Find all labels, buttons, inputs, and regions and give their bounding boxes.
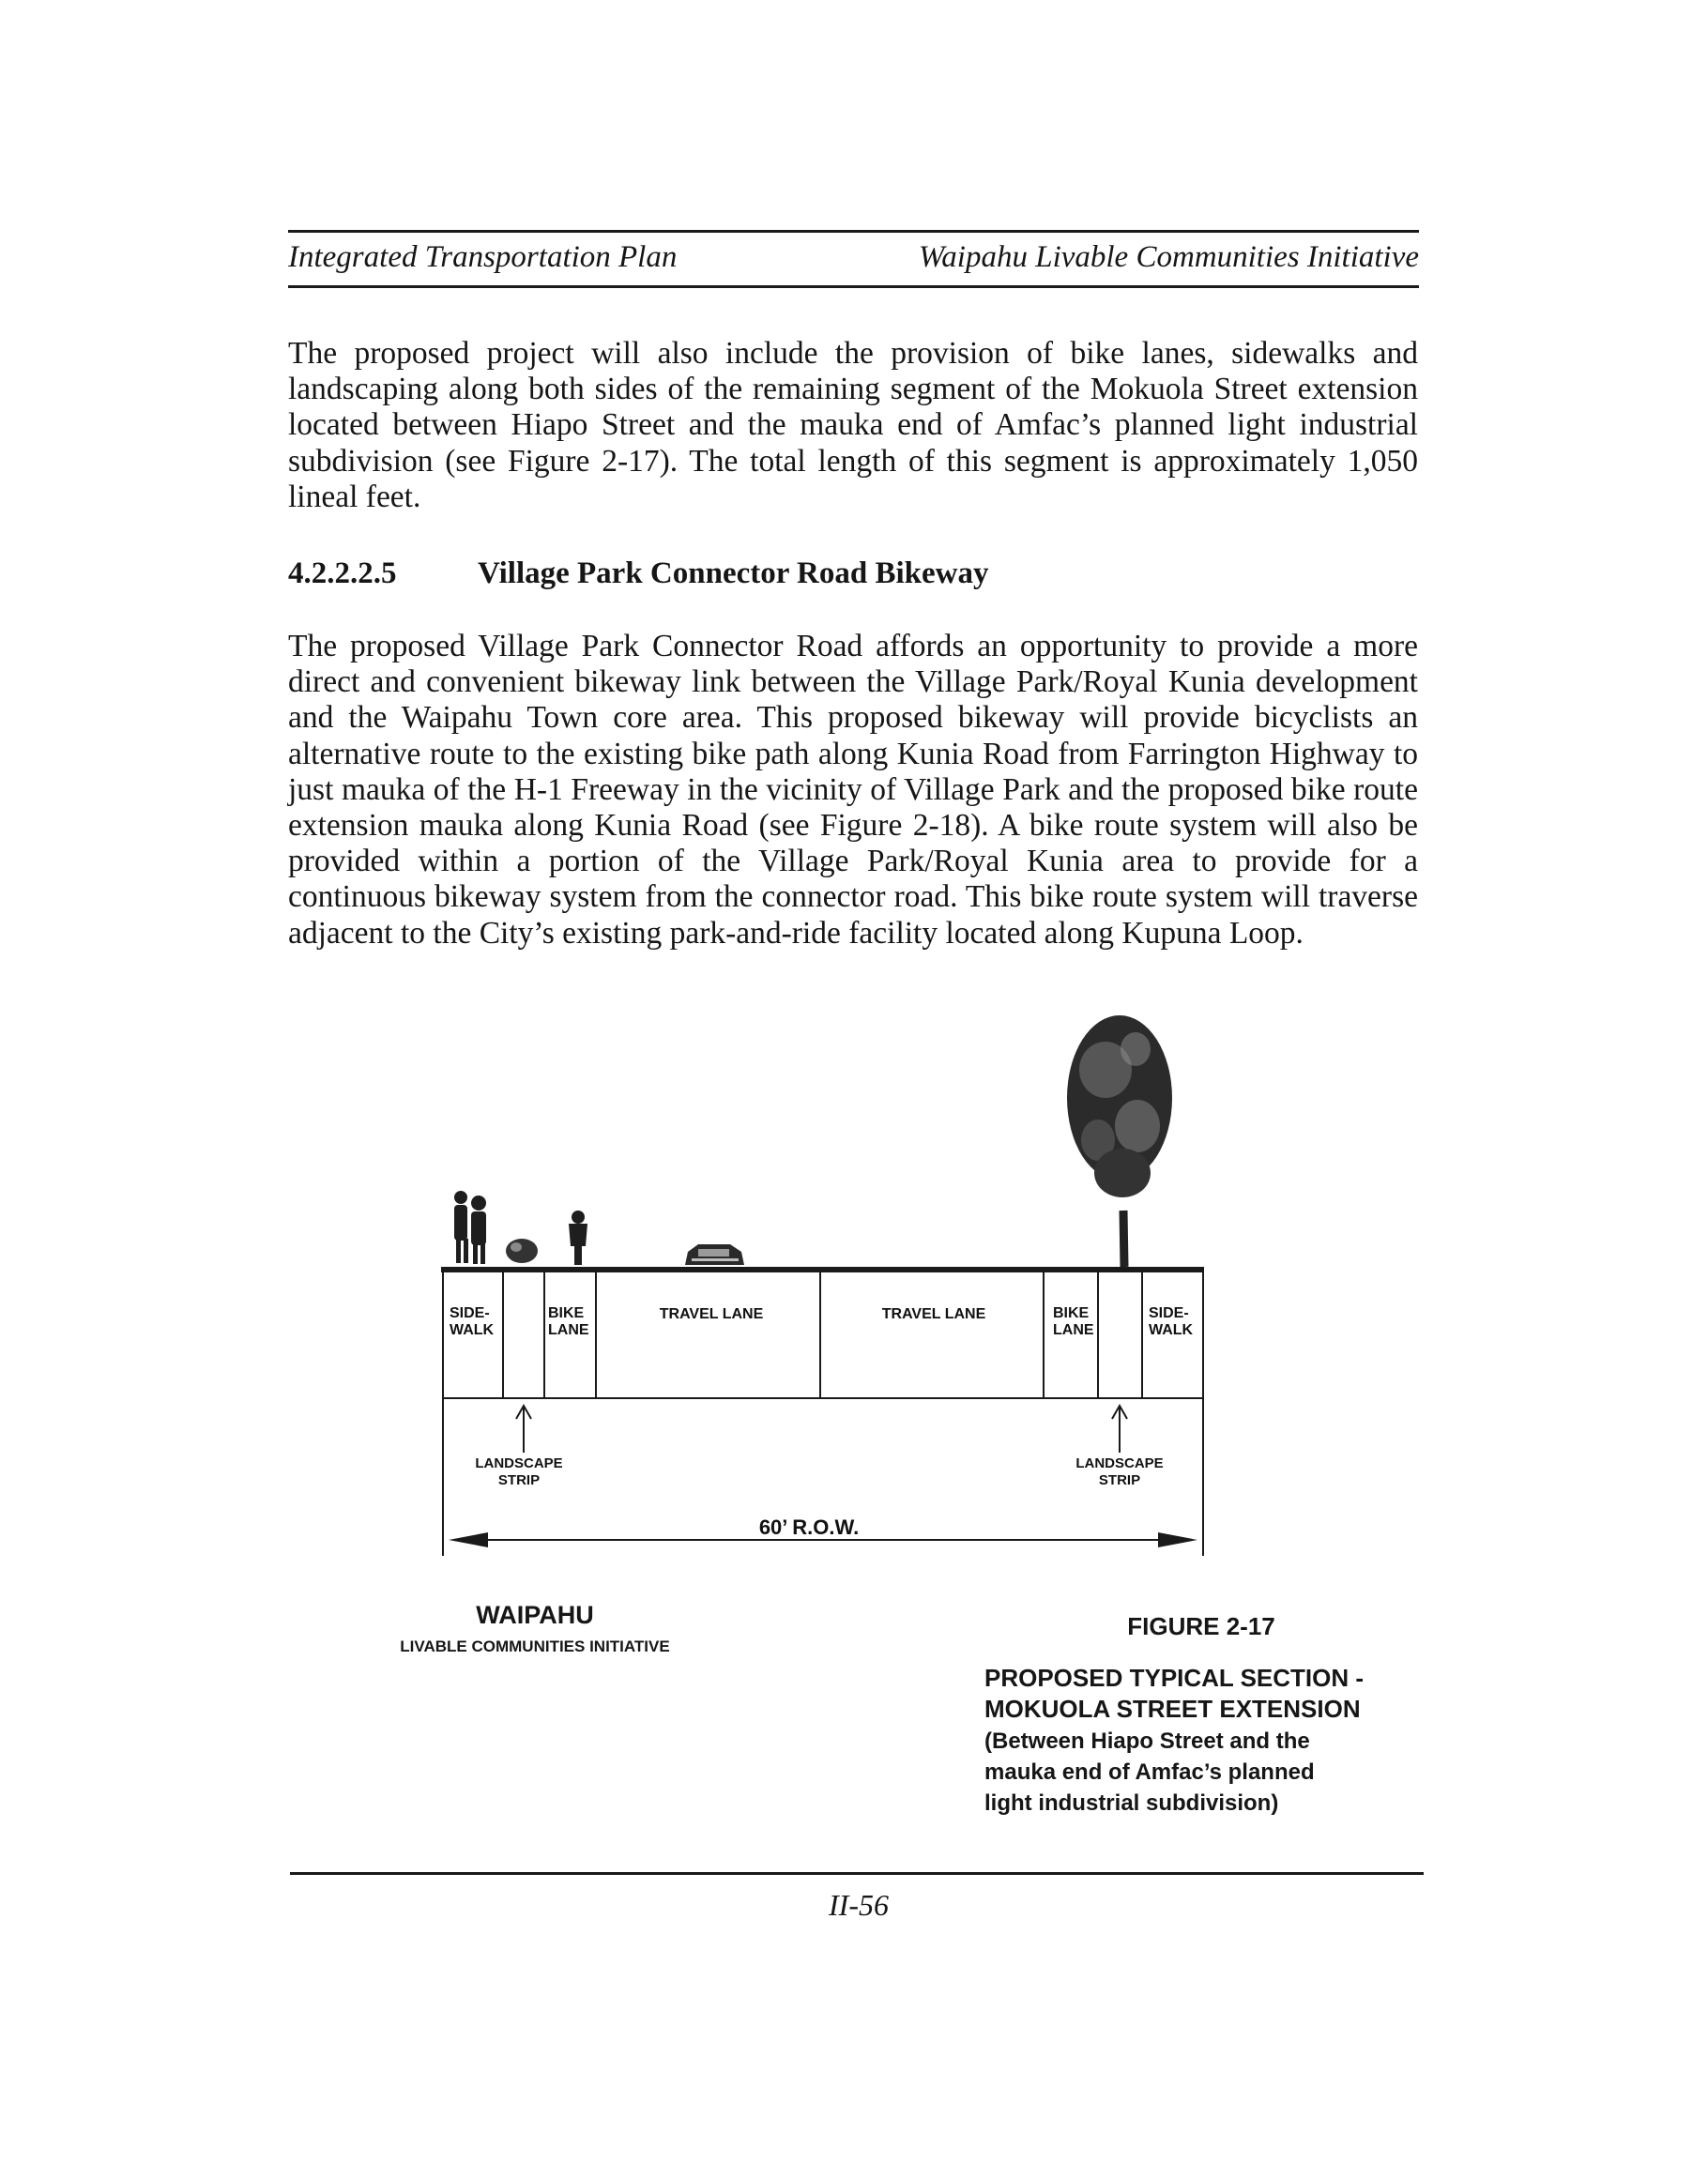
paragraph-2: The proposed Village Park Connector Road affords an opportunity to provide a more direct and convenient bikeway link between the Village Park/Royal Kunia development and the Waipahu Town core area. This proposed bikeway will provide bicyclists an alternative route to the existing bike path along Kunia Road from Farrington Highway to just mauka of the H-1 Freeway in the vicinity of Village Park and the proposed bike route extension mauka along Kunia Road (see Figure 2-18). A bike route system will also be provided within a portion of the Village Park/Royal Kunia area to provide for a continuous bikeway system from the connector road. This bike route system will traverse adjacent to the City’s existing park-and-ride facility located along Kupuna Loop. <box>288 629 1418 951</box>
left-bike-lane-label-1: BIKE <box>548 1305 585 1321</box>
left-sidewalk-label-1: SIDE- <box>450 1305 490 1321</box>
right-sidewalk-label-1: SIDE- <box>1149 1305 1189 1321</box>
header-left-title: Integrated Transportation Plan <box>288 240 678 274</box>
left-bike-lane-label-2: LANE <box>548 1322 589 1338</box>
right-bike-lane-label-2: LANE <box>1053 1322 1094 1338</box>
landscape-strip-right-label-1: LANDSCAPE <box>1075 1455 1164 1471</box>
figure-caption-line-3: light industrial subdivision) <box>984 1790 1279 1816</box>
tree-illustration <box>1067 1015 1172 1267</box>
section-title: Village Park Connector Road Bikeway <box>478 556 989 590</box>
travel-lane-label-2: TRAVEL LANE <box>881 1306 986 1322</box>
right-sidewalk-label-2: WALK <box>1149 1322 1194 1338</box>
figure-caption-line-1: (Between Hiapo Street and the <box>984 1729 1310 1754</box>
figure-label: FIGURE 2-17 <box>1127 1612 1275 1640</box>
brand-subtitle: LIVABLE COMMUNITIES INITIATIVE <box>400 1637 670 1655</box>
brand-title: WAIPAHU <box>476 1601 594 1629</box>
travel-lane-label-1: TRAVEL LANE <box>659 1306 764 1322</box>
figure-caption-line-2: mauka end of Amfac’s planned <box>984 1759 1315 1785</box>
pedestrians-illustration <box>454 1191 486 1264</box>
cyclist-illustration <box>569 1211 587 1265</box>
left-sidewalk-label-2: WALK <box>450 1322 495 1338</box>
paragraph-1: The proposed project will also include the provision of bike lanes, sidewalks and landscaping along both sides of the remaining segment of the Mokuola Street extension located between Hiapo Street and the mauka end of Amfac’s planned light industrial subdivision (see Figure 2-17). The total length of this segment is approximately 1,050 lineal feet. <box>288 336 1418 514</box>
landscape-strip-right-label-2: STRIP <box>1098 1472 1141 1488</box>
row-dimension-label: 60’ R.O.W. <box>758 1515 860 1539</box>
section-number: 4.2.2.2.5 <box>288 556 397 590</box>
header-right-title: Waipahu Livable Communities Initiative <box>918 240 1419 274</box>
landscape-strip-left-label-2: STRIP <box>497 1472 541 1488</box>
road-surface-line <box>441 1267 1204 1272</box>
landscape-arrow-left <box>516 1406 531 1453</box>
page-number: II-56 <box>829 1888 889 1922</box>
landscape-strip-left-label-1: LANDSCAPE <box>475 1455 563 1471</box>
footer-rule <box>290 1872 1424 1875</box>
car-illustration <box>685 1244 744 1265</box>
shrub-illustration <box>506 1239 538 1263</box>
landscape-arrow-right <box>1112 1406 1127 1453</box>
figure-title-line-1: PROPOSED TYPICAL SECTION - <box>984 1664 1365 1692</box>
figure-title-line-2: MOKUOLA STREET EXTENSION <box>984 1695 1361 1723</box>
right-bike-lane-label-1: BIKE <box>1053 1305 1090 1321</box>
